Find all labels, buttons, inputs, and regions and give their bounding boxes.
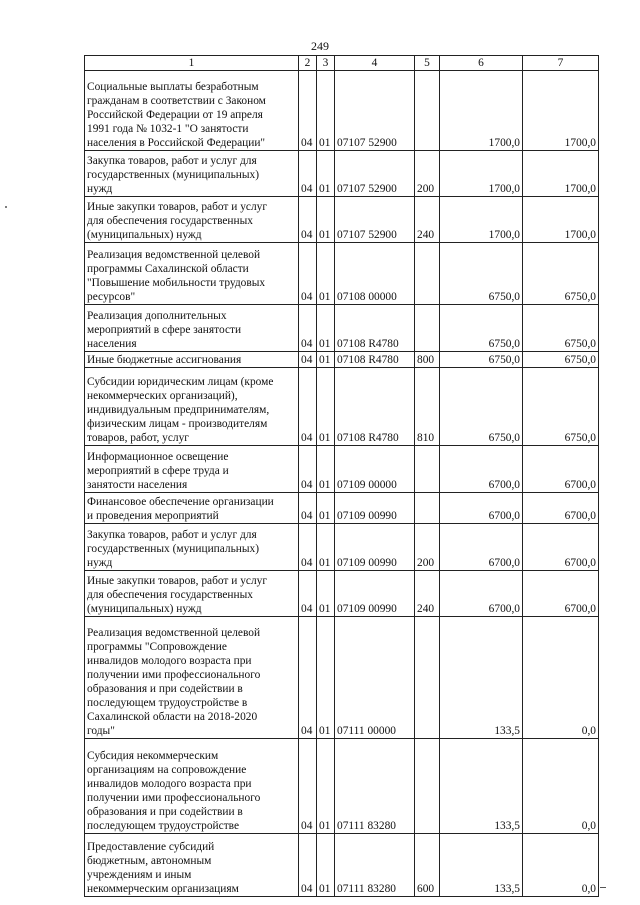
scan-mark bbox=[5, 206, 7, 208]
row-section: 04 bbox=[299, 71, 317, 151]
row-amount-2020: 6750,0 bbox=[523, 352, 599, 368]
row-description: Субсидия некоммерческим организациям на сопровождение инвалидов молодого возраста при получении ими профессионального образования и при содействии в последующем трудоустройстве bbox=[85, 739, 299, 834]
row-description: Иные закупки товаров, работ и услуг для обеспечения государственных (муниципальных) нужд bbox=[85, 197, 299, 243]
row-expense-type: 200 bbox=[415, 151, 440, 197]
column-header-2: 2 bbox=[299, 56, 317, 71]
row-expense-type bbox=[415, 71, 440, 151]
row-target-article: 07108 R4780 bbox=[335, 368, 415, 446]
row-amount-2020: 0,0 bbox=[523, 834, 599, 897]
row-expense-type: 200 bbox=[415, 524, 440, 571]
row-section: 04 bbox=[299, 446, 317, 493]
row-amount-2020: 6700,0 bbox=[523, 446, 599, 493]
table-row bbox=[85, 493, 599, 524]
row-expense-type: 240 bbox=[415, 571, 440, 617]
row-amount-2019: 133,5 bbox=[440, 739, 523, 834]
row-description: Реализация ведомственной целевой программы "Сопровождение инвалидов молодого возраста при получении ими профессионального образования и при содействии в последующем трудоустройстве в Сахалинской области на 2018-2020 годы" bbox=[85, 617, 299, 739]
row-description: Закупка товаров, работ и услуг для государственных (муниципальных) нужд bbox=[85, 151, 299, 197]
row-amount-2020: 1700,0 bbox=[523, 71, 599, 151]
table-row bbox=[85, 243, 599, 305]
table-row bbox=[85, 352, 599, 368]
table-row bbox=[85, 571, 599, 617]
row-target-article: 07109 00990 bbox=[335, 524, 415, 571]
row-subsection: 01 bbox=[317, 834, 335, 897]
table-row bbox=[85, 524, 599, 571]
table-row bbox=[85, 197, 599, 243]
row-section: 04 bbox=[299, 739, 317, 834]
row-section: 04 bbox=[299, 617, 317, 739]
row-amount-2020: 0,0 bbox=[523, 617, 599, 739]
row-section: 04 bbox=[299, 352, 317, 368]
budget-table bbox=[84, 55, 599, 897]
row-amount-2019: 6700,0 bbox=[440, 571, 523, 617]
column-header-1: 1 bbox=[85, 56, 299, 71]
row-amount-2020: 1700,0 bbox=[523, 151, 599, 197]
scan-mark bbox=[600, 887, 606, 888]
row-target-article: 07108 R4780 bbox=[335, 305, 415, 352]
row-amount-2020: 6700,0 bbox=[523, 493, 599, 524]
row-amount-2020: 6750,0 bbox=[523, 368, 599, 446]
row-amount-2020: 6700,0 bbox=[523, 571, 599, 617]
row-subsection: 01 bbox=[317, 493, 335, 524]
row-section: 04 bbox=[299, 493, 317, 524]
row-amount-2019: 6700,0 bbox=[440, 446, 523, 493]
row-subsection: 01 bbox=[317, 571, 335, 617]
table-row bbox=[85, 151, 599, 197]
row-expense-type bbox=[415, 446, 440, 493]
row-subsection: 01 bbox=[317, 151, 335, 197]
row-description: Реализация ведомственной целевой программы Сахалинской области "Повышение мобильности трудовых ресурсов" bbox=[85, 243, 299, 305]
row-amount-2019: 133,5 bbox=[440, 834, 523, 897]
page-number: 249 bbox=[311, 39, 329, 53]
column-header-4: 4 bbox=[335, 56, 415, 71]
column-header-3: 3 bbox=[317, 56, 335, 71]
row-expense-type: 600 bbox=[415, 834, 440, 897]
row-expense-type bbox=[415, 243, 440, 305]
row-target-article: 07107 52900 bbox=[335, 197, 415, 243]
row-target-article: 07108 00000 bbox=[335, 243, 415, 305]
row-subsection: 01 bbox=[317, 197, 335, 243]
table-row bbox=[85, 368, 599, 446]
row-expense-type: 810 bbox=[415, 368, 440, 446]
column-header-6: 6 bbox=[440, 56, 523, 71]
row-subsection: 01 bbox=[317, 446, 335, 493]
row-description: Закупка товаров, работ и услуг для государственных (муниципальных) нужд bbox=[85, 524, 299, 571]
row-target-article: 07109 00990 bbox=[335, 571, 415, 617]
row-section: 04 bbox=[299, 524, 317, 571]
row-expense-type bbox=[415, 493, 440, 524]
table-row bbox=[85, 834, 599, 897]
row-section: 04 bbox=[299, 571, 317, 617]
row-description: Реализация дополнительных мероприятий в сфере занятости населения bbox=[85, 305, 299, 352]
row-section: 04 bbox=[299, 834, 317, 897]
row-subsection: 01 bbox=[317, 352, 335, 368]
row-section: 04 bbox=[299, 243, 317, 305]
row-description: Иные закупки товаров, работ и услуг для обеспечения государственных (муниципальных) нужд bbox=[85, 571, 299, 617]
row-target-article: 07111 83280 bbox=[335, 834, 415, 897]
row-amount-2019: 1700,0 bbox=[440, 71, 523, 151]
row-target-article: 07109 00000 bbox=[335, 446, 415, 493]
row-subsection: 01 bbox=[317, 739, 335, 834]
row-description: Социальные выплаты безработным гражданам в соответствии с Законом Российской Федерации от 19 апреля 1991 года № 1032-1 "О занятости населения в Российской Федерации" bbox=[85, 71, 299, 151]
row-amount-2020: 6750,0 bbox=[523, 243, 599, 305]
row-description: Субсидии юридическим лицам (кроме некоммерческих организаций), индивидуальным предпринимателям, физическим лицам - производителям товаров, работ, услуг bbox=[85, 368, 299, 446]
row-subsection: 01 bbox=[317, 305, 335, 352]
row-expense-type: 800 bbox=[415, 352, 440, 368]
row-amount-2020: 1700,0 bbox=[523, 197, 599, 243]
row-expense-type bbox=[415, 617, 440, 739]
row-subsection: 01 bbox=[317, 617, 335, 739]
row-amount-2020: 6700,0 bbox=[523, 524, 599, 571]
row-expense-type bbox=[415, 305, 440, 352]
row-description: Финансовое обеспечение организации и проведения мероприятий bbox=[85, 493, 299, 524]
row-section: 04 bbox=[299, 151, 317, 197]
row-section: 04 bbox=[299, 305, 317, 352]
table-row bbox=[85, 446, 599, 493]
row-target-article: 07107 52900 bbox=[335, 71, 415, 151]
row-amount-2019: 6750,0 bbox=[440, 368, 523, 446]
row-section: 04 bbox=[299, 368, 317, 446]
row-target-article: 07108 R4780 bbox=[335, 352, 415, 368]
row-amount-2019: 6700,0 bbox=[440, 493, 523, 524]
row-subsection: 01 bbox=[317, 71, 335, 151]
row-section: 04 bbox=[299, 197, 317, 243]
row-amount-2020: 0,0 bbox=[523, 739, 599, 834]
row-subsection: 01 bbox=[317, 524, 335, 571]
row-description: Информационное освещение мероприятий в сфере труда и занятости населения bbox=[85, 446, 299, 493]
row-amount-2019: 133,5 bbox=[440, 617, 523, 739]
row-target-article: 07109 00990 bbox=[335, 493, 415, 524]
row-amount-2019: 1700,0 bbox=[440, 151, 523, 197]
table-row bbox=[85, 305, 599, 352]
row-target-article: 07107 52900 bbox=[335, 151, 415, 197]
row-target-article: 07111 00000 bbox=[335, 617, 415, 739]
column-header-7: 7 bbox=[523, 56, 599, 71]
table-row bbox=[85, 71, 599, 151]
column-header-5: 5 bbox=[415, 56, 440, 71]
row-subsection: 01 bbox=[317, 368, 335, 446]
table-row bbox=[85, 617, 599, 739]
row-amount-2019: 6750,0 bbox=[440, 305, 523, 352]
row-amount-2020: 6750,0 bbox=[523, 305, 599, 352]
row-expense-type: 240 bbox=[415, 197, 440, 243]
table-row bbox=[85, 739, 599, 834]
row-description: Иные бюджетные ассигнования bbox=[85, 352, 299, 368]
row-amount-2019: 6750,0 bbox=[440, 352, 523, 368]
row-subsection: 01 bbox=[317, 243, 335, 305]
row-description: Предоставление субсидий бюджетным, автономным учреждениям и иным некоммерческим организациям bbox=[85, 834, 299, 897]
row-amount-2019: 6750,0 bbox=[440, 243, 523, 305]
row-target-article: 07111 83280 bbox=[335, 739, 415, 834]
row-amount-2019: 6700,0 bbox=[440, 524, 523, 571]
row-expense-type bbox=[415, 739, 440, 834]
header-row bbox=[85, 56, 599, 71]
row-amount-2019: 1700,0 bbox=[440, 197, 523, 243]
